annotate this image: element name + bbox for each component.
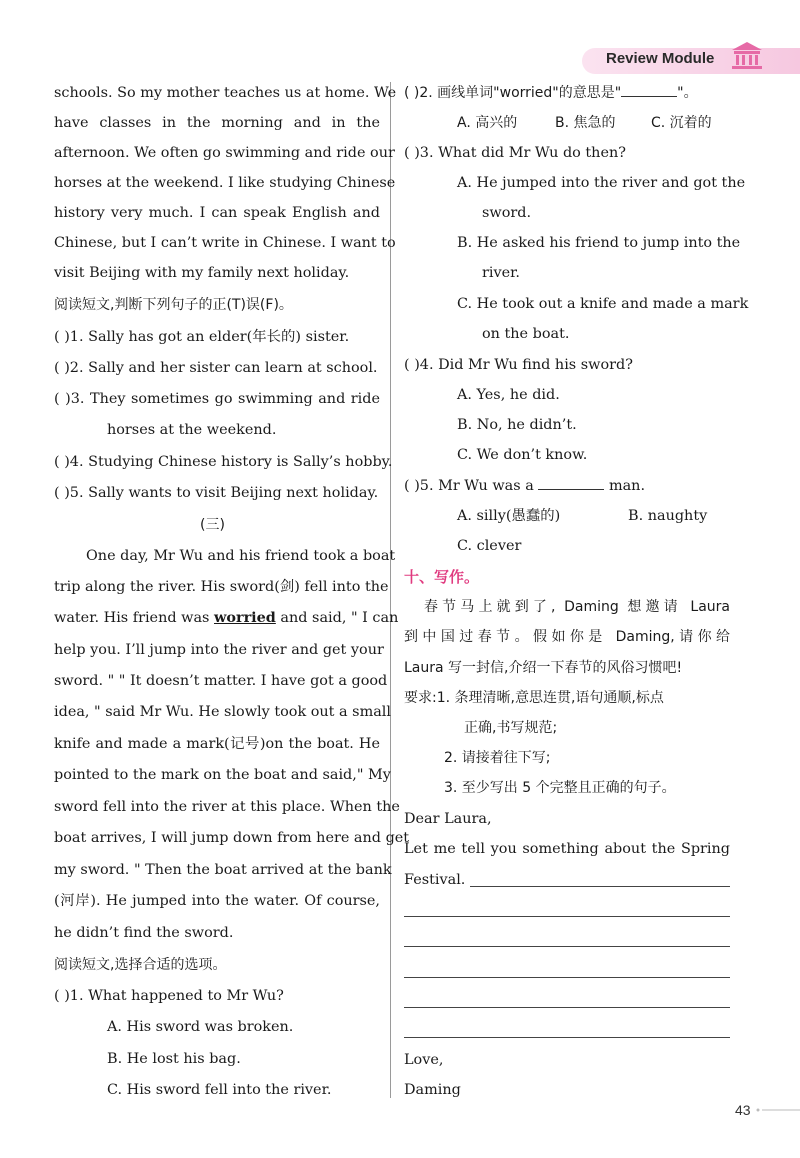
- story-line: he didn’t find the sword.: [54, 925, 234, 941]
- q2-option-b: B. 焦急的: [555, 115, 616, 131]
- story-text: and said, " I can: [280, 610, 399, 626]
- passage-line: have classes in the morning and in the: [54, 115, 380, 131]
- q2-blank: [621, 96, 677, 97]
- writing-requirement: 3. 至少写出 5 个完整且正确的句子。: [444, 780, 676, 796]
- tf-item-3: ( )3. They sometimes go swimming and ride: [54, 391, 380, 407]
- q2-option-c: C. 沉着的: [651, 115, 712, 131]
- q3-option-c: C. He took out a knife and made a mark: [457, 296, 749, 312]
- q1-option-b: B. He lost his bag.: [107, 1051, 241, 1067]
- section-3-title: (三): [200, 517, 225, 533]
- writing-prompt-line: Laura 写一封信,介绍一下春节的风俗习惯吧!: [404, 660, 683, 676]
- q2-stem: [404, 83, 698, 103]
- q3-option-c-cont: on the boat.: [482, 326, 570, 342]
- writing-line[interactable]: [404, 1037, 730, 1038]
- story-line: boat arrives, I will jump down from here and get: [54, 830, 410, 846]
- q2-stem-text: ( )2. 画线单词"worried"的意思是": [404, 85, 622, 101]
- worried-word: worried: [214, 609, 276, 626]
- q3-stem: ( )3. What did Mr Wu do then?: [404, 145, 626, 161]
- temple-icon: [730, 40, 764, 70]
- letter-closing: Love,: [404, 1052, 444, 1068]
- writing-section-title: 十、写作。: [404, 568, 480, 586]
- writing-line[interactable]: [404, 916, 730, 917]
- writing-prompt-line: 到中国过春节。假如你是 Daming,请你给: [404, 629, 730, 645]
- tf-item-4: ( )4. Studying Chinese history is Sally’s hobby.: [54, 454, 393, 470]
- passage-line: history very much. I can speak English and: [54, 205, 380, 221]
- writing-requirement: 2. 请接着往下写;: [444, 750, 551, 766]
- letter-line: Festival.: [404, 872, 466, 888]
- q1-option-a: A. His sword was broken.: [107, 1019, 294, 1035]
- q5-stem: [404, 476, 645, 496]
- q3-option-a-cont: sword.: [482, 205, 532, 221]
- passage-line: Chinese, but I can’t write in Chinese. I want to: [54, 235, 396, 251]
- q4-option-c: C. We don’t know.: [457, 447, 588, 463]
- writing-line[interactable]: [470, 886, 730, 887]
- story-line: [54, 608, 398, 628]
- q2-stem-end: "。: [677, 85, 698, 101]
- q5-blank: [538, 489, 604, 490]
- choice-instruction: 阅读短文,选择合适的选项。: [54, 957, 227, 973]
- story-line: idea, " said Mr Wu. He slowly took out a small: [54, 704, 391, 720]
- q3-option-b: B. He asked his friend to jump into the: [457, 235, 741, 251]
- q5-stem-end: man.: [608, 478, 646, 494]
- passage-line: schools. So my mother teaches us at home. We: [54, 85, 397, 101]
- writing-line[interactable]: [404, 977, 730, 978]
- writing-requirement-cont: 正确,书写规范;: [464, 720, 558, 736]
- q5-option-a: A. silly(愚蠢的): [457, 508, 561, 524]
- tf-item-5: ( )5. Sally wants to visit Beijing next holiday.: [54, 485, 379, 501]
- story-line: One day, Mr Wu and his friend took a boat: [86, 548, 396, 564]
- page-number: 43: [735, 1102, 751, 1118]
- story-line: sword. " " It doesn’t matter. I have got a good: [54, 673, 388, 689]
- story-line: trip along the river. His sword(剑) fell into the: [54, 579, 389, 595]
- tf-instruction: 阅读短文,判断下列句子的正(T)误(F)。: [54, 297, 293, 313]
- story-line: sword fell into the river at this place. When the: [54, 799, 400, 815]
- q4-stem: ( )4. Did Mr Wu find his sword?: [404, 357, 633, 373]
- story-text: water. His friend was: [54, 610, 210, 626]
- q2-option-a: A. 高兴的: [457, 115, 518, 131]
- tf-item-3-cont: horses at the weekend.: [107, 422, 277, 438]
- q4-option-b: B. No, he didn’t.: [457, 417, 577, 433]
- writing-prompt-line: 春节马上就到了, Daming 想邀请 Laura: [424, 599, 730, 615]
- story-line: (河岸). He jumped into the water. Of course,: [54, 893, 380, 909]
- story-line: pointed to the mark on the boat and said," My: [54, 767, 391, 783]
- passage-line: visit Beijing with my family next holiday.: [54, 265, 350, 281]
- writing-requirement: 要求:1. 条理清晰,意思连贯,语句通顺,标点: [404, 690, 664, 706]
- q1-stem: ( )1. What happened to Mr Wu?: [54, 988, 284, 1004]
- passage-line: horses at the weekend. I like studying Chinese: [54, 175, 396, 191]
- q5-option-b: B. naughty: [628, 508, 708, 524]
- q3-option-a: A. He jumped into the river and got the: [457, 175, 746, 191]
- q3-option-b-cont: river.: [482, 265, 520, 281]
- q5-option-c: C. clever: [457, 538, 522, 554]
- tf-item-2: ( )2. Sally and her sister can learn at school.: [54, 360, 378, 376]
- writing-line[interactable]: [404, 946, 730, 947]
- q4-option-a: A. Yes, he did.: [457, 387, 560, 403]
- story-line: knife and made a mark(记号)on the boat. He: [54, 736, 380, 752]
- letter-greeting: Dear Laura,: [404, 811, 492, 827]
- story-line: help you. I’ll jump into the river and get your: [54, 642, 384, 658]
- tf-item-1: ( )1. Sally has got an elder(年长的) sister.: [54, 329, 350, 345]
- page-decoration: [756, 1108, 800, 1112]
- letter-signature: Daming: [404, 1082, 461, 1098]
- story-line: my sword. " Then the boat arrived at the bank: [54, 862, 392, 878]
- passage-line: afternoon. We often go swimming and ride our: [54, 145, 395, 161]
- writing-line[interactable]: [404, 1007, 730, 1008]
- q1-option-c: C. His sword fell into the river.: [107, 1082, 332, 1098]
- q5-stem-text: ( )5. Mr Wu was a: [404, 478, 534, 494]
- letter-line: Let me tell you something about the Spring: [404, 841, 730, 857]
- module-title: Review Module: [606, 50, 715, 67]
